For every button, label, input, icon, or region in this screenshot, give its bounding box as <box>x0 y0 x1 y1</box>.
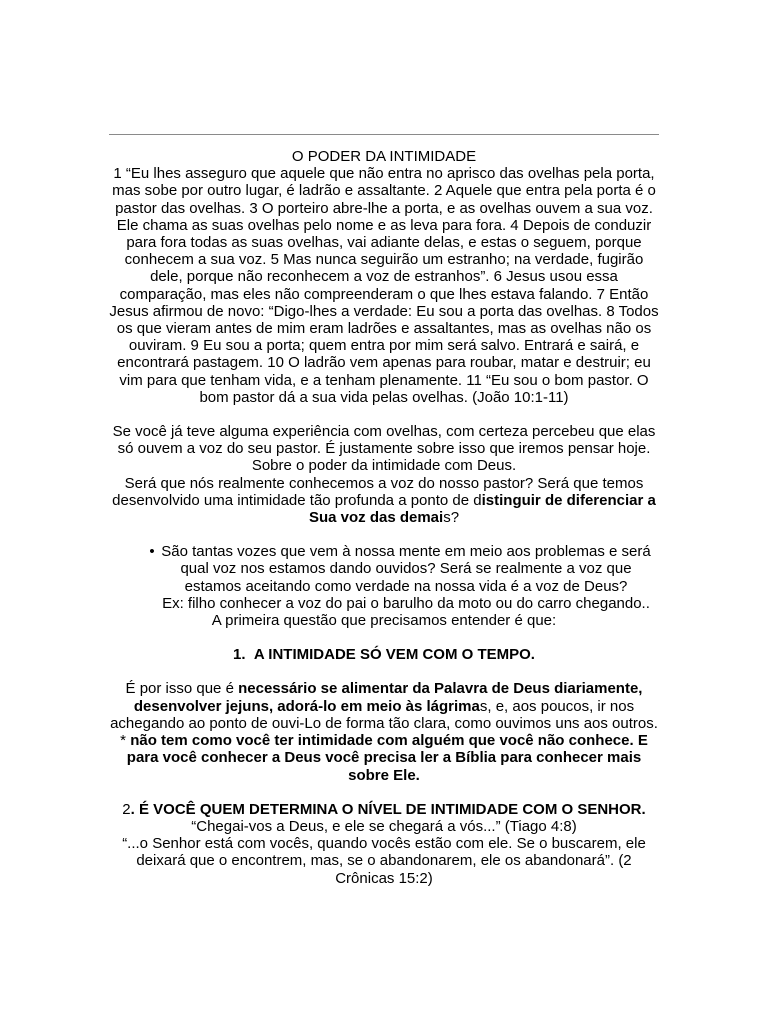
question-paragraph <box>109 475 659 527</box>
point-1-body <box>109 680 659 732</box>
point-1-note-text: não tem como você ter intimidade com alguém que você não conhece. E para você conhecer a Deus você precisa ler a Bíblia para conhecer mais sobre Ele. <box>126 732 648 784</box>
lead-in-text: A primeira questão que precisamos entender é que: <box>211 612 557 630</box>
point-1-heading <box>109 646 659 663</box>
spacer <box>109 629 659 646</box>
point-1-body-end: s, e, aos poucos, ir nos achegando ao ponto de ouvi-Lo de forma tão clara, como ouvimos uns aos outros. <box>110 697 658 732</box>
intro-paragraph: Se você já teve alguma experiência com ovelhas, com certeza percebeu que elas só ouvem a voz do seu pastor. É justamente sobre isso que iremos pensar hoje. Sobre o poder da intimidade com Deus. <box>112 423 656 475</box>
point-1-body-start: É por isso que é <box>125 680 239 698</box>
scripture-passage: 1 “Eu lhes asseguro que aquele que não entra no aprisco das ovelhas pela porta, mas sobe por outro lugar, é ladrão e assaltante. 2 Aquele que entra pela porta é o pastor das ovelhas. 3 O porteiro abre-lhe a porta, e as ovelhas ouvem a sua voz. Ele chama as suas ovelhas pelo nome e as leva para fora. 4 Depois de conduzir para fora todas as suas ovelhas, vai adiante delas, e estas o seguem, porque conhecem a sua voz. 5 Mas nunca seguirão um estranho; na verdade, fugirão dele, porque não reconhecem a voz de estranhos”. 6 Jesus usou essa comparação, mas eles não compreenderam o que lhes estava falando. 7 Então Jesus afirmou de novo: “Digo-lhes a verdade: Eu sou a porta das ovelhas. 8 Todos os que vieram antes de mim eram ladrões e assaltantes, mas as ovelhas não os ouviram. 9 Eu sou a porta; quem entra por mim será salvo. Entrará e sairá, e encontrará pastagem. 10 O ladrão vem apenas para roubar, matar e destruir; eu vim para que tenham vida, e a tenham plenamente. 11 “Eu sou o bom pastor. O bom pastor dá a sua vida pelas ovelhas. (João 10:1-11) <box>109 165 659 406</box>
bullet-text: São tantas vozes que vem à nossa mente em meio aos problemas e será qual voz nos estamos dando ouvidos? Será se realmente a voz que estamos aceitando como verdade na nossa vida é a voz de Deus? <box>161 543 651 595</box>
quote-james: “Chegai-vos a Deus, e ele se chegará a vós...” (Tiago 4:8) <box>191 817 577 835</box>
spacer <box>109 406 659 423</box>
spacer <box>109 663 659 680</box>
spacer <box>109 784 659 801</box>
header-rule <box>109 134 659 135</box>
bullet-example: Ex: filho conhecer a voz do pai o barulho da moto ou do carro chegando.. <box>162 594 650 612</box>
question-end: s? <box>443 509 460 527</box>
point-1-number: 1. <box>233 646 246 664</box>
document-title: O PODER DA INTIMIDADE <box>291 148 477 165</box>
point-1-body-emphasis: necessário se alimentar da Palavra de Deus diariamente, desenvolver jejuns, adorá-lo em meio às lágrima <box>133 680 643 715</box>
question-emphasis: istinguir de diferenciar a Sua voz das demai <box>308 491 656 527</box>
point-1-note-prefix: * <box>120 732 131 750</box>
quote-chronicles: “...o Senhor está com vocês, quando vocês estão com ele. Se o buscarem, ele deixará que o encontrem, mas, se o abandonarem, ele os abandonará”. (2 Crônicas 15:2) <box>122 835 646 887</box>
document-body <box>109 148 659 887</box>
spacer <box>109 526 659 543</box>
bullet-item <box>109 543 659 612</box>
point-2-heading <box>109 801 659 818</box>
bullet-icon: • <box>149 543 155 561</box>
point-1-title: A INTIMIDADE SÓ VEM COM O TEMPO. <box>253 646 535 664</box>
point-2-number: 2 <box>122 800 131 818</box>
question-text: Será que nós realmente conhecemos a voz do nosso pastor? Será que temos desenvolvido uma intimidade tão profunda a ponto de d <box>112 474 644 509</box>
point-2-title: . É VOCÊ QUEM DETERMINA O NÍVEL DE INTIMIDADE COM O SENHOR. <box>130 800 646 818</box>
point-1-note <box>109 732 659 784</box>
